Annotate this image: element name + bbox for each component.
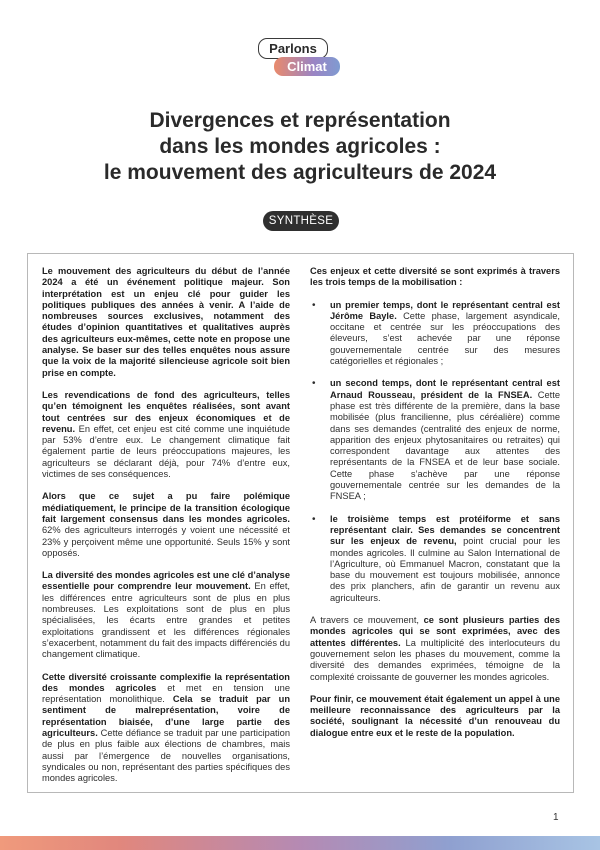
paragraph-conclusion-bold: Pour finir, ce mouvement était également un appel à une meilleure reconnaissance des agriculteurs par la société, soulignant la nécessité d’un renouveau du dialogue entre eux et le reste de la population. [310, 693, 560, 738]
paragraph-mobilisation-intro [310, 266, 560, 289]
phase-3-text: point crucial pour les mondes agricoles. Il culmine au Salon International de l’Agriculture, où Emmanuel Macron, constatant que la base du mouvement est toujours mobilisée, annonce des prix planchers, afin de garantir un revenu aux agriculteurs. [330, 536, 560, 603]
paragraph-parties-text-2: La multiplicité des interlocuteurs du gouvernement selon les phases du mouvement, comme la diversité des demandes exprimées, témoigne de la complexité croissante de gouverner les mondes agricoles. [310, 637, 560, 682]
list-item-phase-3 [310, 514, 560, 604]
title-line-2: dans les mondes agricoles : [159, 135, 441, 158]
title-line-3: le mouvement des agriculteurs de 2024 [103, 161, 497, 184]
phase-2-bold: un second temps, dont le représentant central est Arnaud Rousseau, président de la FNSEA. [330, 378, 560, 400]
left-column [42, 266, 290, 795]
paragraph-representation-text-2: Cette défiance se traduit par une participation de plus en plus faible aux élections de chambres, mais aussi par l’émergence de nouvelles organisations, syndicales ou non, représentant des parties spécifiques des mondes agricoles. [42, 727, 290, 784]
paragraph-parties [310, 615, 560, 683]
paragraph-transition [42, 491, 290, 559]
page-title [40, 108, 560, 186]
paragraph-representation [42, 672, 290, 785]
paragraph-intro [42, 266, 290, 379]
phase-2-text: Cette phase est très différente de la première, dans la base mobilisée (plus francilienne, plus céréalière) comme dans ses demandes (centralité des enjeux de norme, apparition des enjeux phytosanitaires ou retraites) qui correspondent davantage aux attentes des représentants de la FNSEA et de leur base sociale. Cette phase s’achève par une réponse gouvernementale centrée sur les demandes de la FNSEA ; [330, 389, 560, 502]
paragraph-intro-bold: Le mouvement des agriculteurs du début de l’année 2024 a été un événement politique majeur. Son interprétation est un enjeu clé pour guider les politiques publiques des années à venir. A l’aide de nombreuses sources exclusives, notamment des études d’opinion quantitatives et qualitatives auprès des agriculteurs eux-mêmes, cette note en propose une analyse. Se baser sur des telles enquêtes nous assure que la voix de la majorité silencieuse agricole soit bien prise en compte. [42, 266, 290, 378]
synthese-badge: SYNTHÈSE [263, 211, 339, 231]
paragraph-representation-text-1: et met en tension une représentation monolithique. [42, 682, 290, 705]
list-item-phase-2 [310, 378, 560, 502]
paragraph-parties-bold: ce sont plusieurs parties des mondes agricoles qui se sont exprimées, avec des attentes différentes. [310, 615, 560, 648]
paragraph-mobilisation-intro-bold: Ces enjeux et cette diversité se sont exprimés à travers les trois temps de la mobilisation : [310, 266, 560, 288]
paragraph-conclusion [310, 694, 560, 739]
paragraph-parties-text-1: A travers ce mouvement, [310, 615, 424, 626]
paragraph-transition-bold: Alors que ce sujet a pu faire polémique médiatiquement, le principe de la transition écologique fait largement consensus dans les mondes agricoles. [42, 491, 290, 524]
logo-bubble-climat: Climat [274, 57, 340, 76]
paragraph-revendications [42, 390, 290, 480]
right-column [310, 266, 560, 750]
paragraph-representation-bold-1: Cette diversité croissante complexifie la représentation des mondes agricoles [42, 671, 290, 693]
phase-1-text: Cette phase, largement asyndicale, occitane et centrée sur les préoccupations des éleveurs, s’est achevée par une réponse gouvernementale centrée sur des mesures catégorielles et régionales ; [330, 310, 560, 367]
bottom-gradient-bar [0, 836, 600, 850]
paragraph-representation-bold-2: Cela se traduit par un sentiment de malreprésentation, voire de représentation biaisée, d’une large partie des agriculteurs. [42, 694, 290, 738]
parlons-climat-logo [258, 38, 344, 80]
list-item-phase-1 [310, 300, 560, 368]
paragraph-diversite-bold: La diversité des mondes agricoles est une clé d’analyse essentielle pour comprendre leur mouvement. [42, 570, 290, 592]
paragraph-revendications-bold: Les revendications de fond des agriculteurs, telles qu’en témoignent les enquêtes réalisées, sont avant tout centrées sur des enjeux économiques et de revenu. [42, 389, 290, 434]
mobilisation-phases-list [310, 300, 560, 604]
title-line-1: Divergences et représentation [149, 109, 451, 132]
page-number: 1 [553, 812, 559, 823]
paragraph-diversite [42, 570, 290, 660]
paragraph-revendications-text: En effet, cet enjeu est cité comme une inquiétude par 53% d’entre eux. Le changement climatique fait également partie de leurs préoccupations majeures, les agriculteurs se déclarant déjà, pour 74% d’entre eux, victimes de ses conséquences. [42, 423, 290, 480]
paragraph-diversite-text: En effet, les différences entre agriculteurs sont de plus en plus nombreuses. Les exploitations sont de plus en plus spécialisées, les écarts entre grandes et petites exploitations grandissent et les différences régionales s’exacerbent, notamment du fait des impacts différenciés du changement climatique. [42, 581, 291, 660]
paragraph-transition-text: 62% des agriculteurs interrogés y voient une nécessité et 23% y perçoivent même une opportunité. Seuls 15% y sont opposés. [42, 525, 290, 558]
logo-bubble-parlons: Parlons [258, 38, 328, 59]
phase-3-bold: le troisième temps est protéiforme et sans représentant clair. Ses demandes se concentrent sur les enjeux de revenu, [330, 513, 560, 547]
phase-1-bold: un premier temps, dont le représentant central est Jérôme Bayle. [330, 299, 560, 321]
